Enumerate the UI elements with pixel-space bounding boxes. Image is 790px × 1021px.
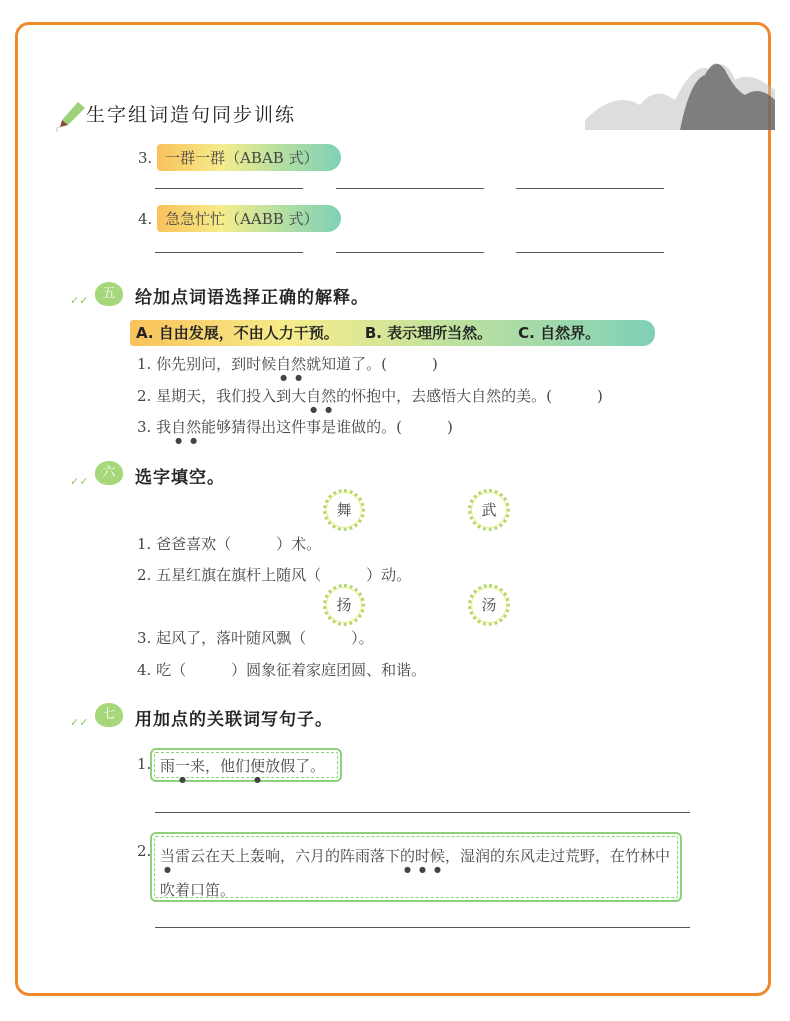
question-7-1-num: 1. (137, 755, 152, 773)
choice-wreath: 扬 (323, 584, 365, 626)
choice-wreath: 舞 (323, 489, 365, 531)
question-5-1: 1. 你先别问，到时候自然就知道了。( ) (137, 355, 438, 373)
question-6-4: 4. 吃（ ）圆象征着家庭团圆、和谐。 (137, 661, 427, 679)
question-5-2: 2. 星期天，我们投入到大自然的怀抱中，去感悟大自然的美。( ) (137, 387, 603, 405)
option-b: B. 表示理所当然。 (364, 324, 493, 342)
section-7-title: 用加点的关联词写句子。 (135, 710, 333, 730)
question-7-2: 当雷云在天上轰响，六月的阵雨落下的时候，湿润的东风走过荒野，在竹林中吹着口笛。 (160, 847, 671, 899)
question-6-1: 1. 爸爸喜欢（ ）术。 (137, 535, 322, 553)
ink-mountain-illustration (585, 50, 775, 130)
question-6-2: 2. 五星红旗在旗杆上随风（ ）动。 (137, 566, 412, 584)
section-badge-6: 六 (95, 461, 123, 485)
question-6-3: 3. 起风了，落叶随风飘（ ）。 (137, 629, 374, 647)
answer-line[interactable] (336, 188, 484, 189)
answer-line[interactable] (155, 188, 303, 189)
choice-wreath: 武 (468, 489, 510, 531)
page-title: 生字组词造句同步训练 (86, 104, 297, 126)
option-c: C. 自然界。 (518, 324, 601, 342)
item-4: 4. 急急忙忙（AABB 式） (138, 205, 341, 232)
pencil-icon (52, 98, 86, 132)
section-6-title: 选字填空。 (135, 468, 225, 488)
check-marks-icon: ✓✓ (70, 294, 89, 307)
section-5-title: 给加点词语选择正确的解释。 (135, 288, 369, 308)
question-5-3: 3. 我自然能够猜得出这件事是谁做的。( ) (137, 418, 453, 436)
section-badge-5: 五 (95, 282, 123, 306)
check-marks-icon: ✓✓ (70, 475, 89, 488)
check-marks-icon: ✓✓ (70, 716, 89, 729)
answer-line[interactable] (336, 252, 484, 253)
question-7-1: 雨一来，他们便放假了。 (160, 757, 326, 775)
item-4-label: 急急忙忙（AABB 式） (157, 205, 340, 232)
section-badge-7: 七 (95, 703, 123, 727)
item-3: 3. 一群一群（ABAB 式） (138, 144, 341, 171)
answer-line[interactable] (516, 252, 664, 253)
item-3-label: 一群一群（ABAB 式） (157, 144, 340, 171)
answer-line[interactable] (155, 812, 690, 813)
options-banner (130, 320, 655, 346)
choice-wreath: 汤 (468, 584, 510, 626)
option-a: A. 自由发展，不由人力干预。 (136, 324, 339, 342)
answer-line[interactable] (155, 927, 690, 928)
answer-line[interactable] (516, 188, 664, 189)
question-7-2-num: 2. (137, 842, 152, 860)
answer-line[interactable] (155, 252, 303, 253)
